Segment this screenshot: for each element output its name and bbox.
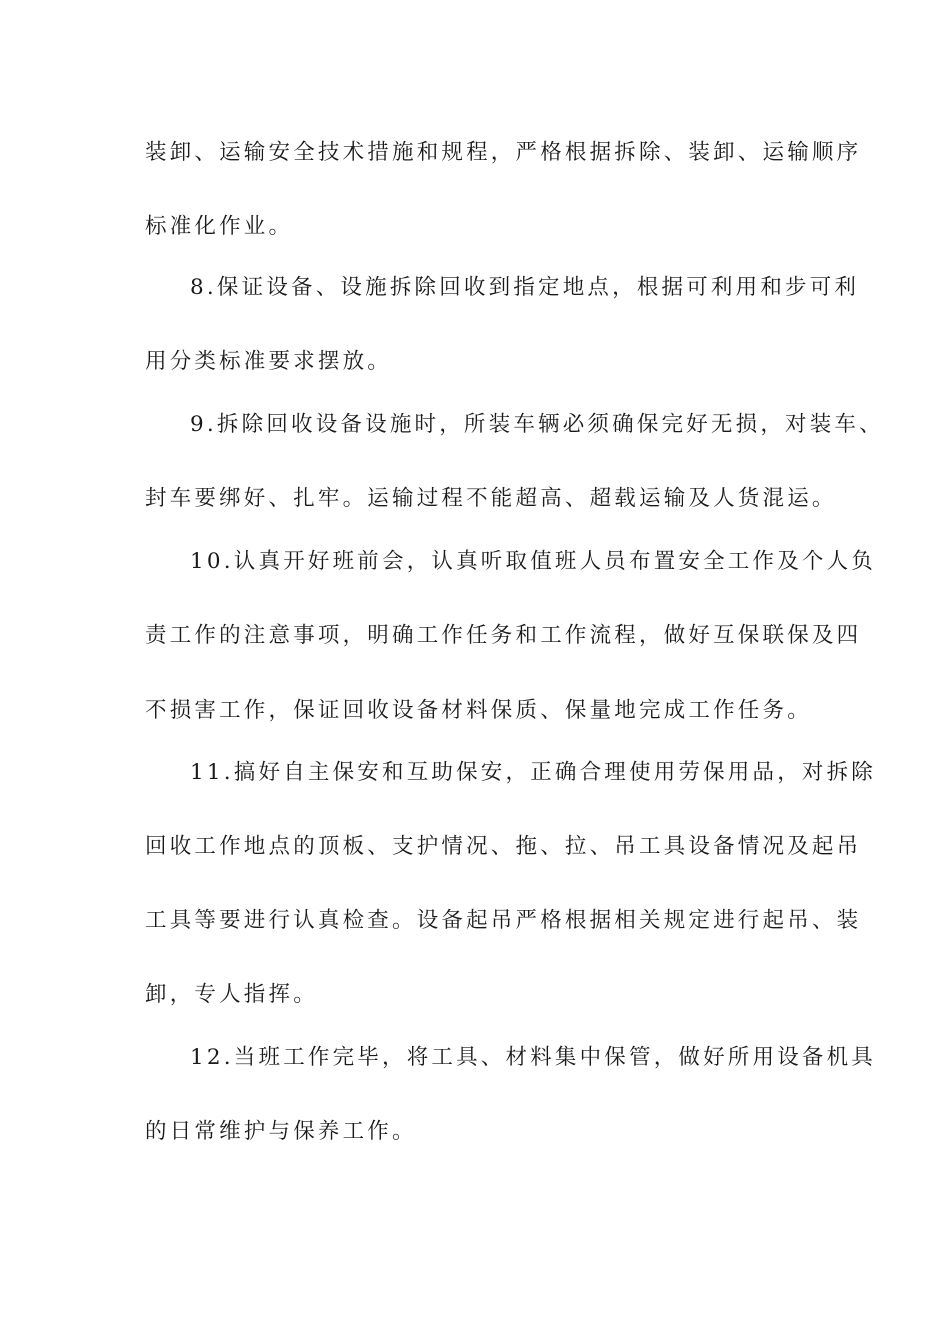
- text-line: 的日常维护与保养工作。: [145, 1119, 417, 1144]
- text-line: 标准化作业。: [145, 214, 294, 239]
- text-line: 9.拆除回收设备设施时，所装车辆必须确保完好无损，对装车、: [190, 412, 884, 437]
- text-line: 12.当班工作完毕，将工具、材料集中保管，做好所用设备机具: [190, 1045, 876, 1070]
- text-line: 8.保证设备、设施拆除回收到指定地点，根据可利用和步可利: [190, 275, 860, 300]
- text-line: 卸，专人指挥。: [145, 982, 318, 1007]
- text-line: 11.搞好自主保安和互助保安，正确合理使用劳保用品，对拆除: [190, 760, 876, 785]
- text-line: 封车要绑好、扎牢。运输过程不能超高、超载运输及人货混运。: [145, 486, 837, 511]
- text-line: 工具等要进行认真检查。设备起吊严格根据相关规定进行起吊、装: [145, 908, 862, 933]
- text-line: 装卸、运输安全技术措施和规程，严格根据拆除、装卸、运输顺序: [145, 140, 862, 165]
- text-line: 回收工作地点的顶板、支护情况、拖、拉、吊工具设备情况及起吊: [145, 834, 862, 859]
- text-line: 不损害工作，保证回收设备材料保质、保量地完成工作任务。: [145, 698, 812, 723]
- text-line: 10.认真开好班前会，认真听取值班人员布置安全工作及个人负: [190, 549, 876, 574]
- text-line: 用分类标准要求摆放。: [145, 349, 393, 374]
- text-line: 责工作的注意事项，明确工作任务和工作流程，做好互保联保及四: [145, 623, 862, 648]
